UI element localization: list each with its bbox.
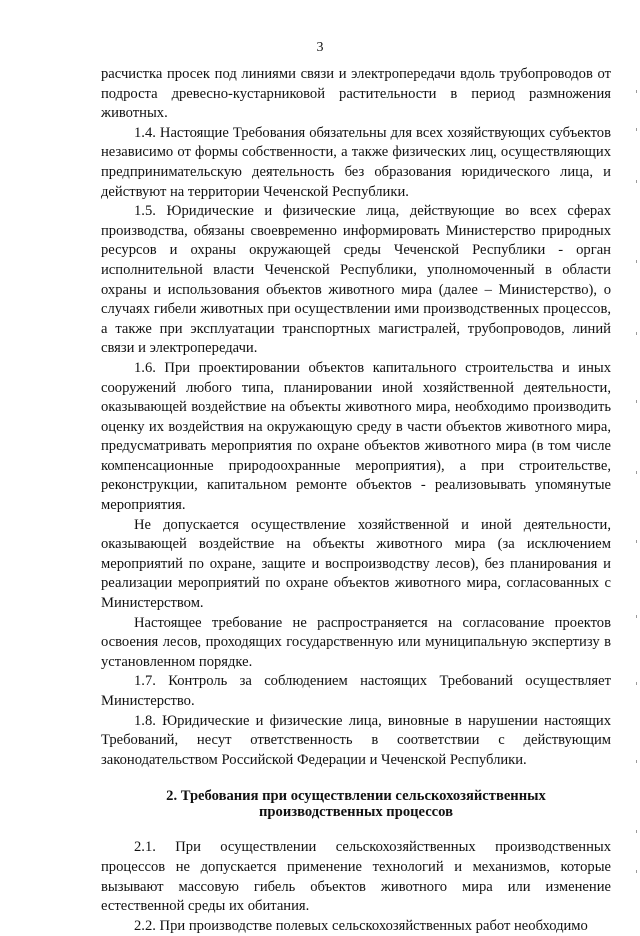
- paragraph-1-5: 1.5. Юридические и физические лица, действующие во всех сферах производства, обязаны своевременно информировать Министерство природных ресурсов и охраны окружающей среды Чеченской Республики - орган исполнительной власти Чеченской Республики, уполномоченный в области охраны и использования объектов животного мира (далее – Министерство), о случаях гибели животных при осуществлении ими производственных процессов, а также при эксплуатации транспортных магистралей, трубопроводов, линий связи и электропередачи.: [101, 203, 611, 357]
- paragraph-exception: Настоящее требование не распространяется на согласование проектов освоения лесов, проходящих государственную или муниципальную экспертизу в установленном порядке.: [101, 614, 611, 670]
- scan-edge-marks: [633, 70, 637, 890]
- section-heading-line-1: 2. Требования при осуществлении сельскохозяйственных: [166, 788, 546, 805]
- page-number: 3: [316, 40, 324, 55]
- paragraph-1-7: 1.7. Контроль за соблюдением настоящих Требований осуществляет Министерство.: [101, 673, 611, 709]
- paragraph-continuation: расчистка просек под линиями связи и электропередачи вдоль трубопроводов от подроста древесно-кустарниковой растительности в период размножения животных.: [101, 66, 611, 122]
- paragraph-2-2: 2.2. При производстве полевых сельскохозяйственных работ необходимо: [134, 917, 588, 934]
- document-body: [101, 65, 611, 936]
- paragraph-1-4: 1.4. Настоящие Требования обязательны для всех хозяйствующих субъектов независимо от формы собственности, а также физических лиц, осуществляющих предпринимательскую деятельность без образования юридического лица, и действуют на территории Чеченской Республики.: [101, 124, 611, 200]
- paragraph-1-6: 1.6. При проектировании объектов капитального строительства и иных сооружений любого типа, планировании иной хозяйственной деятельности, оказывающей воздействие на объекты животного мира, необходимо производить оценку их воздействия на окружающую среду в части объектов животного мира, предусматривать мероприятия по охране объектов животного мира (в том числе компенсационные природоохранные мероприятия), а при строительстве, реконструкции, капитальном ремонте объектов - реализовывать упомянутые мероприятия.: [101, 359, 611, 514]
- paragraph-2-1: 2.1. При осуществлении сельскохозяйственных производственных процессов не допускается применение технологий и механизмов, которые вызывают массовую гибель объектов животного мира или изменение естественной среды их обитания.: [101, 839, 611, 915]
- paragraph-prohibition: Не допускается осуществление хозяйственной и иной деятельности, оказывающей воздействие на объекты животного мира (за исключением мероприятий по охране, защите и воспроизводству лесов), без планирования и реализации мероприятий по охране объектов животного мира, согласованных с Министерством.: [101, 516, 611, 612]
- paragraph-1-8: 1.8. Юридические и физические лица, виновные в нарушении настоящих Требований, несут ответственность в соответствии с действующим законодательством Российской Федерации и Чеченской Республики.: [101, 712, 611, 768]
- section-heading-line-2: производственных процессов: [259, 804, 453, 821]
- section-heading: [101, 788, 611, 820]
